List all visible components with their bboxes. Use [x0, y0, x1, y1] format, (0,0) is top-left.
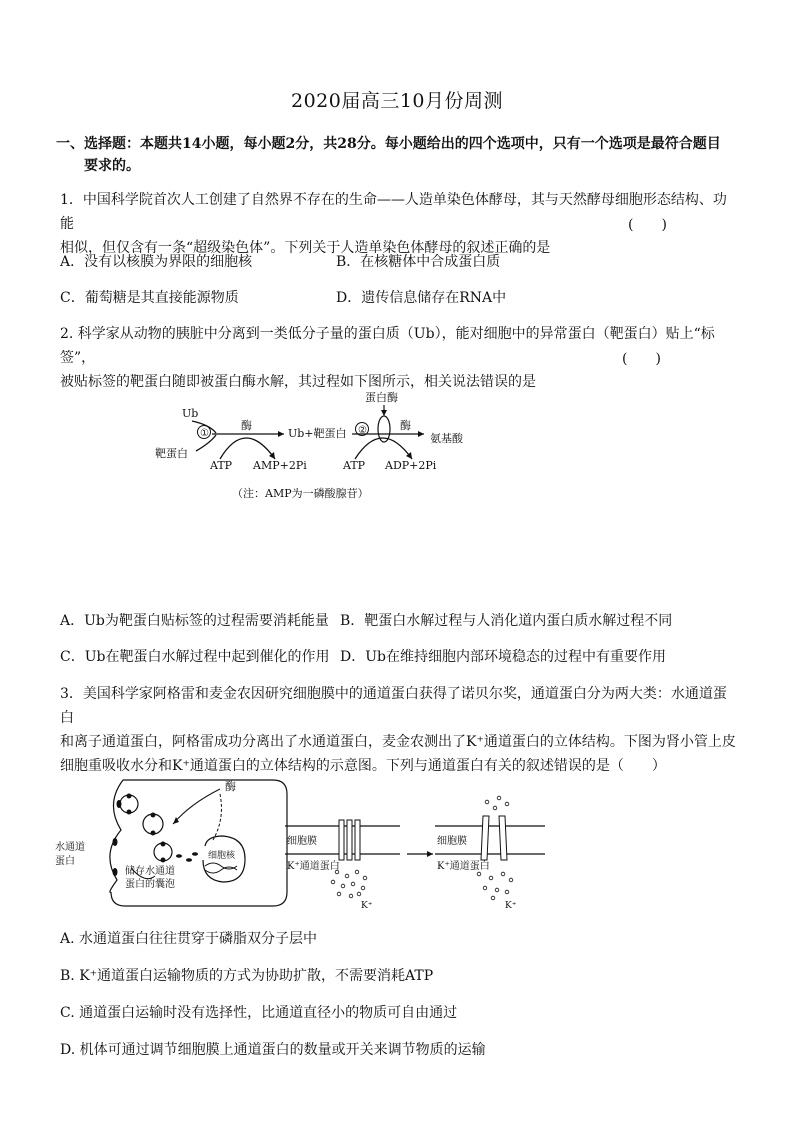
vesicle-label-1: 储存水通道: [125, 866, 175, 877]
amp-label: AMP+2Pi: [253, 459, 307, 472]
protease-pointer-head: [381, 410, 387, 416]
membrane-right-label: 细胞膜: [437, 836, 467, 847]
q2-option-c: C．Ub在靶蛋白水解过程中起到催化的作用: [60, 649, 330, 665]
q2-option-a: A．Ub为靶蛋白贴标签的过程需要消耗能量: [60, 613, 329, 629]
membrane-left-label: 细胞膜: [287, 836, 317, 847]
q1-line1: 1．中国科学院首次人工创建了自然界不存在的生命——人造单染色体酵母，其与天然酵母细胞形态结构、功能: [60, 192, 727, 232]
k-channel-left-c: [355, 820, 360, 860]
q1-option-d: D．遗传信息储存在RNA中: [336, 290, 507, 306]
section-line1: 一、选择题：本题共14小题，每小题2分，共28分。每小题给出的四个选项中，只有一个选项是最符合题目: [56, 136, 721, 152]
k-channel-left-b: [347, 820, 352, 860]
intermediate-label: Ub+靶蛋白: [288, 427, 347, 440]
amino-acid-label: 氨基酸: [430, 432, 463, 445]
q1-option-b: B．在核糖体中合成蛋白质: [336, 254, 501, 270]
q1-option-a: A．没有以核膜为界限的细胞核: [60, 254, 253, 270]
enzyme-dashed-arrow: [213, 794, 221, 840]
step2-label: ②: [358, 425, 367, 436]
q2-option-d: D．Ub在维持细胞内部环境稳态的过程中有重要作用: [340, 649, 666, 665]
protease-label: 蛋白酶: [365, 391, 398, 404]
water-channel-label: 水通道: [55, 842, 85, 853]
q1-option-c: C．葡萄糖是其直接能源物质: [60, 290, 239, 306]
q2-option-b: B．靶蛋白水解过程与人消化道内蛋白质水解过程不同: [340, 613, 673, 629]
target-protein-label: 靶蛋白: [155, 447, 188, 460]
q3-stem: [60, 682, 740, 778]
k-channel-right-b: [499, 816, 507, 860]
enzyme-label: 酶: [225, 780, 236, 793]
k-channel-right-label: K⁺通道蛋白: [437, 861, 490, 872]
section-heading: [56, 133, 746, 177]
q3-line2: 和离子通道蛋白，阿格雷成功分离出了水通道蛋白，麦金农测出了K⁺通道蛋白的立体结构。下图为肾小管上皮: [60, 734, 736, 750]
ubiquitin-process-diagram: [150, 385, 490, 510]
ub-label: Ub: [182, 407, 199, 420]
atp1-curve: [220, 438, 275, 459]
diagram-note: （注：AMP为一磷酸腺苷）: [232, 487, 369, 500]
nucleus-label: 细胞核: [208, 851, 236, 861]
page-title: 2020届高三10月份周测: [290, 90, 504, 112]
q3-option-c: C. 通道蛋白运输时没有选择性，比通道直径小的物质可自由通过: [60, 1005, 458, 1021]
q3-option-b: B. K⁺通道蛋白运输物质的方式为协助扩散，不需要消耗ATP: [60, 968, 434, 984]
step1-label: ①: [200, 428, 209, 439]
q3-line1: 3．美国科学家阿格雷和麦金农因研究细胞膜中的通道蛋白获得了诺贝尔奖，通道蛋白分为两大类：水通道蛋白: [60, 686, 727, 726]
q1-answer-paren: ( ): [628, 217, 667, 233]
q3-line3: 细胞重吸收水分和K⁺通道蛋白的立体结构的示意图。下列与通道蛋白有关的叙述错误的是（ ）: [60, 758, 666, 774]
enzyme2-label: 酶: [400, 419, 411, 432]
k-ions-left: [331, 870, 367, 898]
section-line2: 要求的。: [84, 158, 140, 174]
k-ion-right-label: K⁺: [505, 901, 517, 911]
atp1-label: ATP: [210, 459, 233, 472]
enzyme1-label: 酶: [241, 419, 252, 432]
q2-answer-paren: ( ): [622, 351, 661, 367]
q3-option-d: D. 机体可通过调节细胞膜上通道蛋白的数量或开关来调节物质的运输: [60, 1042, 486, 1058]
q2-line2: 被贴标签的靶蛋白随即被蛋白酶水解，其过程如下图所示，相关说法错误的是: [60, 374, 536, 390]
step2-arrowhead: [418, 431, 424, 437]
enzyme-arrow: [173, 789, 220, 824]
vesicle-label-2: 蛋白的囊泡: [125, 879, 175, 890]
cell-left-membrane: [110, 780, 123, 892]
k-channel-left-label: K⁺通道蛋白: [287, 861, 340, 872]
step1-arrowhead: [278, 431, 284, 437]
atp2-label: ATP: [343, 459, 366, 472]
q3-option-a: A. 水通道蛋白往往贯穿于磷脂双分子层中: [60, 931, 318, 947]
q1-line2: 相似，但仅含有一条“超级染色体”。下列关于人造单染色体酵母的叙述正确的是: [60, 240, 551, 256]
q2-line1: 2. 科学家从动物的胰脏中分离到一类低分子量的蛋白质（Ub），能对细胞中的异常蛋白（靶蛋白）贴上“标签”，: [60, 326, 715, 366]
k-channel-right-a: [481, 816, 489, 860]
water-channel-3: [113, 868, 118, 876]
water-channel-label-2: 蛋白: [55, 856, 75, 867]
atp2-curve: [355, 438, 412, 459]
water-channel-2: [113, 838, 118, 846]
k-channel-left-a: [339, 820, 344, 860]
k-ion-left-label: K⁺: [361, 901, 373, 911]
channel-protein-diagram: [55, 774, 555, 914]
adp-label: ADP+2Pi: [385, 459, 437, 472]
